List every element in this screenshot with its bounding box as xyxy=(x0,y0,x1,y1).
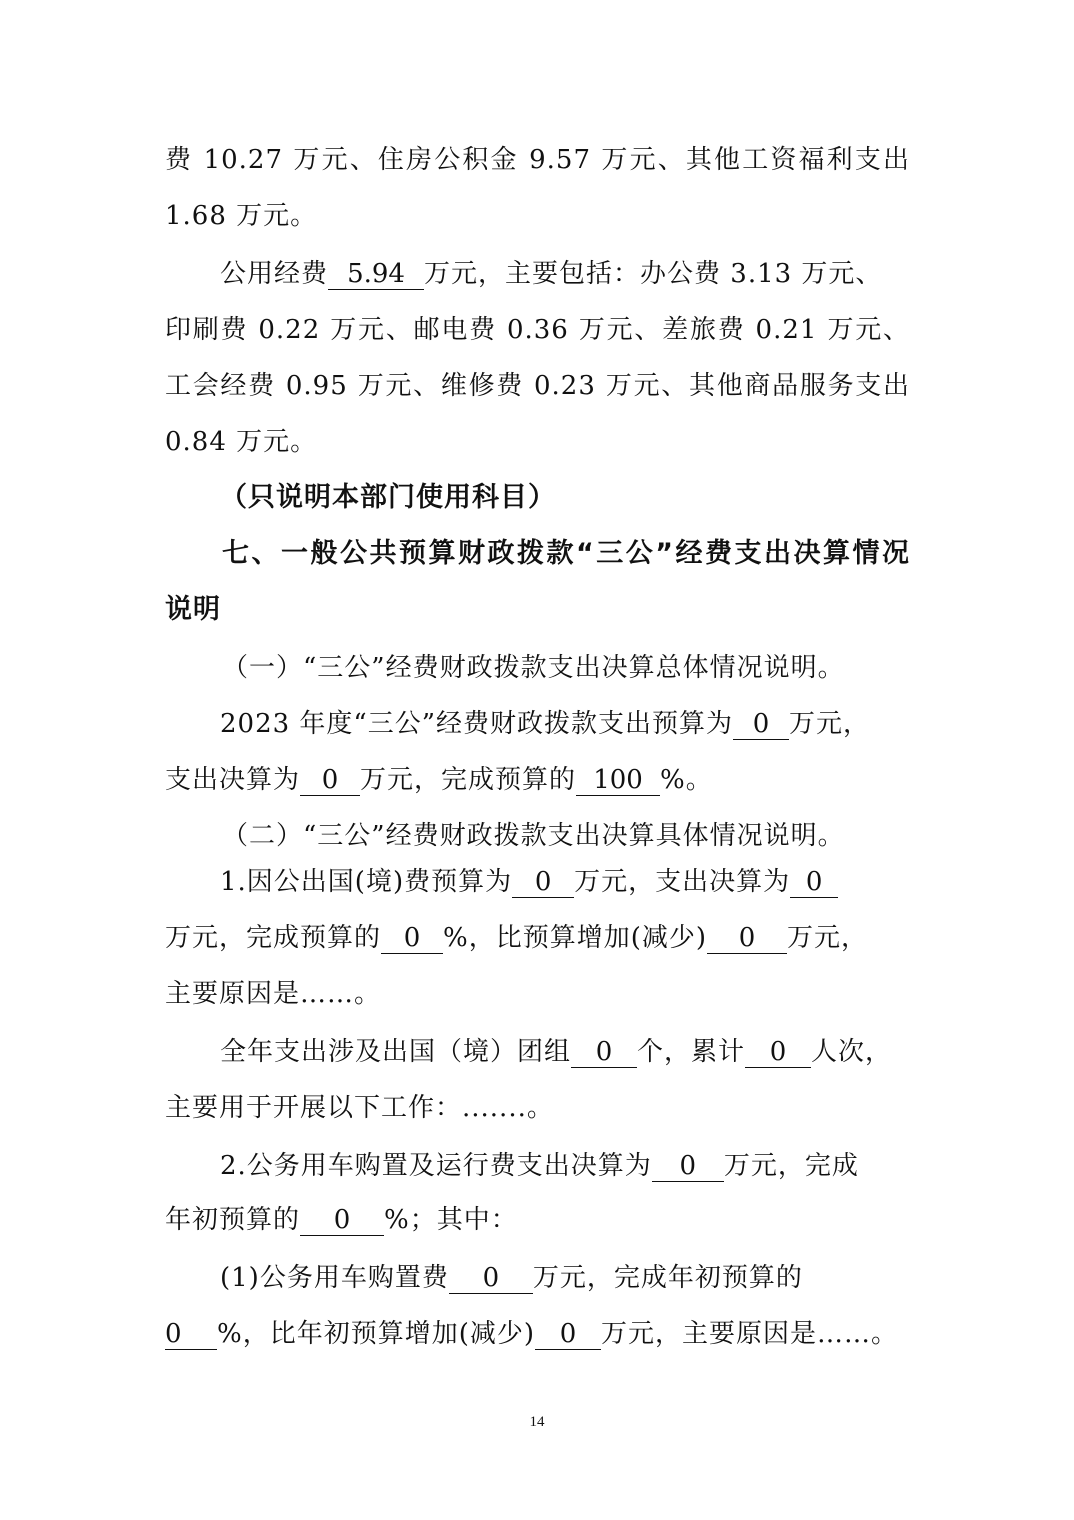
page-number: 14 xyxy=(529,1414,545,1430)
paragraph-line xyxy=(165,760,910,800)
text-segment: 万元， xyxy=(789,709,871,739)
text-segment: 万元， xyxy=(787,923,869,953)
section-heading: 七、一般公共预算财政拨款“三公”经费支出决算情况 xyxy=(222,538,910,569)
text-segment: %；其中： xyxy=(384,1205,518,1235)
filled-blank: 100 xyxy=(576,765,660,796)
filled-blank: 0 xyxy=(652,1151,724,1182)
paragraph-line: 1.68 万元。 xyxy=(165,201,318,231)
note-heading: （只说明本部门使用科目） xyxy=(220,482,556,513)
text-segment: 1.因公出国(境)费预算为 xyxy=(220,867,513,897)
paragraph-line: 0.84 万元。 xyxy=(165,427,318,457)
text-segment: 万元，完成年初预算的 xyxy=(532,1263,803,1293)
paragraph-line xyxy=(220,254,910,294)
paragraph-line xyxy=(165,918,910,958)
filled-blank: 0 xyxy=(707,923,787,954)
paragraph-line xyxy=(220,1258,910,1298)
text-segment: 万元，完成预算的 xyxy=(165,923,382,953)
paragraph-line xyxy=(220,704,910,744)
text-segment: 人次， xyxy=(811,1037,893,1067)
filled-blank: 0 xyxy=(535,1319,601,1350)
filled-blank: 0 xyxy=(300,1205,384,1236)
filled-blank: 0 xyxy=(745,1037,811,1068)
filled-blank: 0 xyxy=(512,867,574,898)
text-segment: 万元，主要原因是……。 xyxy=(601,1319,899,1349)
text-segment: 支出决算为 xyxy=(165,765,301,795)
text-segment: 公用经费 xyxy=(220,259,329,289)
text-segment: 万元，完成预算的 xyxy=(360,765,577,795)
paragraph-line xyxy=(220,1032,910,1072)
text-segment: (1)公务用车购置费 xyxy=(220,1263,449,1293)
filled-blank: 5.94 xyxy=(328,259,424,290)
paragraph-line: 费 10.27 万元、住房公积金 9.57 万元、其他工资福利支出 xyxy=(165,145,910,175)
text-segment: %，比年初预算增加(减少) xyxy=(217,1319,535,1349)
text-segment: 年初预算的 xyxy=(165,1205,301,1235)
text-segment: 全年支出涉及出国（境）团组 xyxy=(220,1037,572,1067)
paragraph-line: 工会经费 0.95 万元、维修费 0.23 万元、其他商品服务支出 xyxy=(165,371,910,401)
paragraph-line: 印刷费 0.22 万元、邮电费 0.36 万元、差旅费 0.21 万元、 xyxy=(165,315,910,345)
paragraph-line xyxy=(220,862,910,902)
subsection-heading: （一）“三公”经费财政拨款支出决算总体情况说明。 xyxy=(222,653,845,683)
text-segment: %，比预算增加(减少) xyxy=(443,923,708,953)
filled-blank: 0 xyxy=(300,765,360,796)
text-segment: 2023 年度“三公”经费财政拨款支出预算为 xyxy=(220,709,734,739)
text-segment: 万元，支出决算为 xyxy=(574,867,791,897)
paragraph-line xyxy=(165,1314,910,1354)
text-segment: 2.公务用车购置及运行费支出决算为 xyxy=(220,1151,652,1181)
text-segment: %。 xyxy=(660,765,713,795)
text-segment: 万元，完成 xyxy=(723,1151,859,1181)
filled-blank: 0 xyxy=(790,867,838,898)
paragraph-line xyxy=(165,1200,910,1240)
filled-blank: 0 xyxy=(165,1319,217,1350)
paragraph-line: 主要原因是……。 xyxy=(165,979,382,1009)
paragraph-line: 主要用于开展以下工作：.......。 xyxy=(165,1093,554,1123)
text-segment: 个，累计 xyxy=(637,1037,746,1067)
filled-blank: 0 xyxy=(381,923,443,954)
filled-blank: 0 xyxy=(571,1037,637,1068)
section-heading: 说明 xyxy=(165,594,221,625)
paragraph-line xyxy=(220,1146,910,1186)
filled-blank: 0 xyxy=(733,709,789,740)
filled-blank: 0 xyxy=(449,1263,533,1294)
subsection-heading: （二）“三公”经费财政拨款支出决算具体情况说明。 xyxy=(222,821,845,851)
text-segment: 万元，主要包括：办公费 3.13 万元、 xyxy=(424,259,883,289)
